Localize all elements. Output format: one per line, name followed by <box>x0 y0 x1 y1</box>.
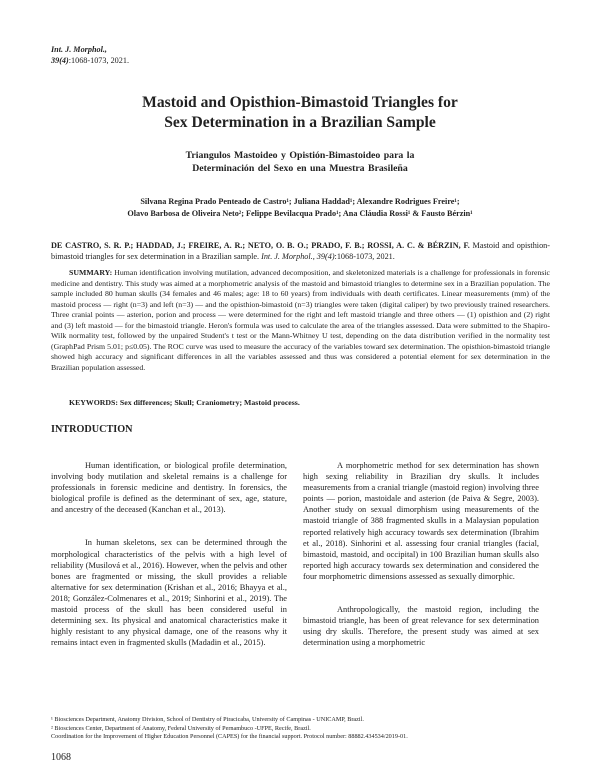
section-heading-introduction: INTRODUCTION <box>51 424 133 435</box>
journal-reference <box>51 44 129 66</box>
subtitle-line-2: Determinación del Sexo en una Muestra Brasileña <box>192 163 408 174</box>
journal-volume-line <box>51 56 129 65</box>
journal-pages: :1068-1073, 2021. <box>68 56 130 65</box>
article-subtitle <box>150 149 450 175</box>
summary-abstract <box>51 268 550 373</box>
article-title <box>60 93 540 133</box>
summary-label: SUMMARY: <box>69 268 113 277</box>
authors-line-1: Silvana Regina Prado Penteado de Castro¹; Juliana Haddad¹; Alexandre Rodrigues Freire¹; <box>140 197 460 206</box>
title-line-2: Sex Determination in a Brazilian Sample <box>164 114 436 131</box>
intro-paragraph: A morphometric method for sex determination has shown high sexing reliability in Brazilian dry skulls. It includes measurements from a cranial triangle (mastoid region) involving three points — porion, mastoidale and asterion (de Paiva & Segre, 2003). Another study on sexual dimorphism using measurements of the mastoid triangle of 388 fragmented skulls in a Malaysian population reported relatively high accuracy towards sex determination (Ibrahim et al., 2018). Sinhorini et al. assessing four cranial triangles (facial, bimastoid, mastoid, and occipital) in 100 Brazilian human skulls also reported high accuracy towards sex determination and considered the four morphometric dimensions assessed as sexually dimorphic. <box>303 461 539 581</box>
citation <box>51 240 550 263</box>
column-right <box>303 460 539 648</box>
subtitle-line-1: Triangulos Mastoideo y Opistión-Bimastoideo para la <box>185 150 415 161</box>
citation-pages: :1068-1073, 2021. <box>334 252 395 262</box>
citation-journal: Int. J. Morphol., 39(4) <box>261 252 335 262</box>
journal-volume: 39(4) <box>51 56 69 65</box>
authors-line-2: Olavo Barbosa de Oliveira Neto²; Felippe Bevilacqua Prado¹; Ana Cláudia Rossi¹ & Fausto Bérzin¹ <box>127 209 473 219</box>
intro-paragraph: Human identification, or biological profile determination, involving body mutilation and skeletal remains is a challenge for professionals in forensic medicine and dentistry. In forensics, the biological profile is defined as the determinant of sex, age, stature, and ancestry of the deceased (Kanchan et al., 2013). <box>51 461 287 515</box>
intro-paragraph: In human skeletons, sex can be determined through the morphological characteristics of the pelvis with a high level of reliability (Musilová et al., 2016). However, when the pelvis and other bones are fragmented or missing, the skull provides a reliable alternative for sex determination (Krishan et al., 2016; Bhayya et al., 2018; González-Colmenares et al., 2019; Sinhorini et al., 2019). The mastoid process of the skull has been considered useful in determining sex. Its physical and anatomical characteristics make it highly resistant to any physical damage, one of the reasons why it remains intact even in fragmented skulls (Madadin et al., 2015). <box>51 538 287 648</box>
keywords <box>51 398 550 409</box>
intro-paragraph: Anthropologically, the mastoid region, including the bimastoid triangle, has been of great relevance for sex determination using dry skulls. Therefore, the present study was aimed at sex determination using a morphometric <box>303 605 539 648</box>
page-number: 1068 <box>51 752 71 763</box>
keywords-label: KEYWORDS: <box>69 398 118 407</box>
author-list <box>60 196 540 220</box>
citation-text: Mastoid and opisthion-bimastoid triangles for sex determination in a Brazilian sample. <box>51 241 550 262</box>
footnotes <box>51 716 550 742</box>
column-left <box>51 460 287 648</box>
citation-authors: DE CASTRO, S. R. P.; HADDAD, J.; FREIRE, A. R.; NETO, O. B. O.; PRADO, F. B.; ROSSI, A. C. & BÉRZIN, F. <box>51 241 470 250</box>
journal-name: Int. J. Morphol., <box>51 45 107 54</box>
summary-text: Human identification involving mutilation, advanced decomposition, and skeletonized materials is a challenge for professionals in forensic medicine and dentistry. This study was aimed at a morphometric analysis of the mastoid and bimastoid triangles to determine sex in a Brazilian population. The sample included 80 human skulls (34 females and 46 males; age: 18 to 60 years) from individuals with death certificates. Linear measurements (mm) of the mastoid process — right (n=3) and left (n=3) — and the opisthion-bimastoid (n=3) triangles were taken (digital caliper) by two previously trained researchers. Three cranial points — asterion, porion and process — were determined for the right and left mastoid triangle and three others — (1) opisthion and (2) right and (3) left mastoid — for the bimastoid triangle. Heron's formula was used to calculate the area of the triangles assessed. Data were submitted to the Shapiro-Wilk normality test, followed by the unpaired Student's t test or the Mann-Whitney U test, depending on the data distribution verified in the normality test (GraphPad Prism 5.01; p≤0.05). The ROC curve was used to measure the accuracy of the variables toward sex determination. The opisthion-bimastoid triangle showed high accuracy and significant differences in all the variables assessed and thus was considered a potential element for sex determination in the Brazilian population assessed. <box>51 268 550 372</box>
title-line-1: Mastoid and Opisthion-Bimastoid Triangles for <box>142 94 458 111</box>
footnote: ² Biosciences Center, Department of Anatomy, Federal University of Pernambuco -UFPE, Recife, Brazil. <box>51 724 311 732</box>
footnote: Coordination for the Improvement of Higher Education Personnel (CAPES) for the financial support. Protocol number: 88882.434534/2019-01. <box>51 733 408 741</box>
footnote: ¹ Biosciences Department, Anatomy Division, School of Dentistry of Piracicaba, University of Campinas - UNICAMP, Brazil. <box>51 716 364 723</box>
keywords-text: Sex differences; Skull; Craniometry; Mastoid process. <box>117 398 300 407</box>
